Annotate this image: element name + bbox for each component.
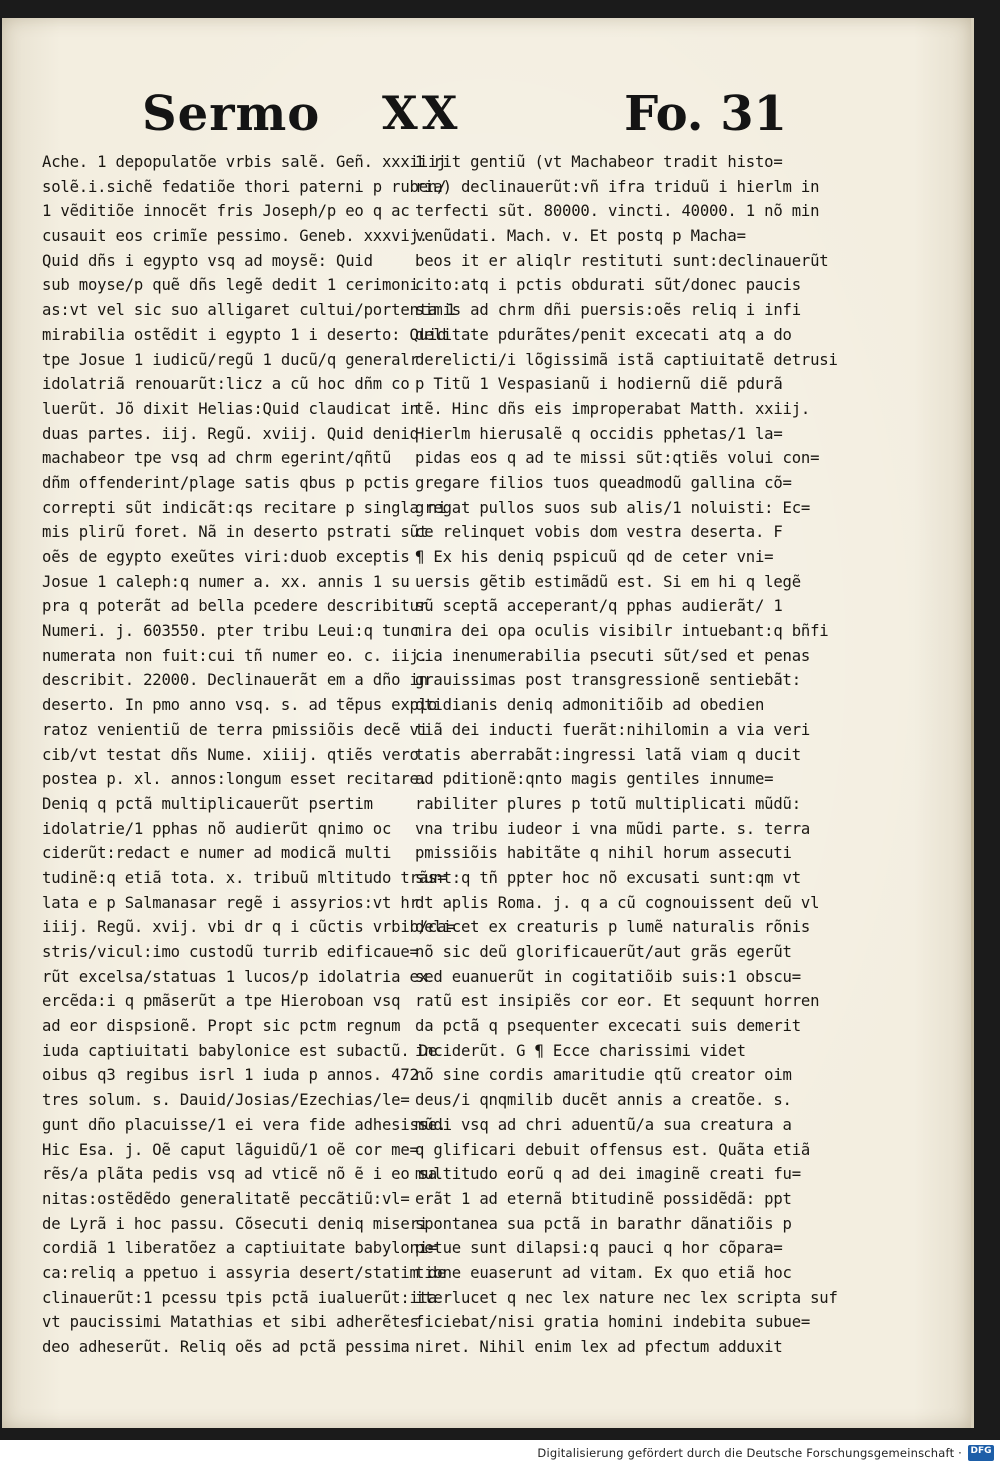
dfg-logo-text: DFG: [970, 1446, 992, 1456]
text-line: tatis aberrabãt:ingressi latã viam q ducit: [415, 745, 801, 764]
book-page: [2, 18, 972, 1428]
text-line: pra q poterãt ad bella pcedere describitur: [42, 597, 428, 616]
text-line: deserto. In pmo anno vsq. s. ad tẽpus explo: [42, 696, 438, 715]
text-line: inciderũt. G ¶ Ecce charissimi videt: [415, 1041, 746, 1060]
text-line: Quid dñs i egypto vsq ad moysẽ: Quid: [42, 251, 373, 270]
text-line: as:vt vel sic suo alligaret cultui/portenta 1: [42, 301, 456, 320]
text-line: sub moyse/p quẽ dñs legẽ dedit 1 cerimoni: [42, 276, 419, 295]
text-line: ce relinquet vobis dom vestra deserta. F: [415, 523, 783, 542]
text-line: Hierlm hierusalẽ q occidis pphetas/1 la=: [415, 424, 783, 443]
text-line: describit. 22000. Declinauerãt em a dño in: [42, 671, 428, 690]
text-column-right: [415, 150, 838, 1360]
text-line: stris/vicul:imo custodũ turrib edificaue=: [42, 943, 419, 961]
text-line: venũdati. Mach. v. Et postq p Macha=: [415, 227, 746, 246]
text-line: cib/vt testat dñs Nume. xiiij. qtiẽs vero: [42, 745, 419, 764]
text-line: mũdi vsq ad chri aduentũ/a sua creatura a: [415, 1115, 792, 1134]
text-line: mirabilia ostẽdit i egypto 1 i deserto: Quid: [42, 325, 447, 344]
dfg-logo-icon: [968, 1445, 994, 1461]
text-line: ratũ est insipiẽs cor eor. Et sequunt horren: [415, 992, 820, 1011]
text-line: cusauit eos crimĩe pessimo. Geneb. xxxvij.: [42, 227, 428, 246]
text-line: terfecti sũt. 80000. vincti. 40000. 1 nõ min: [415, 202, 820, 221]
running-head: [142, 86, 787, 156]
text-line: vna tribu iudeor i vna mũdi parte. s. terra: [415, 819, 811, 838]
text-line: 1 rit gentiũ (vt Machabeor tradit histo=: [415, 153, 783, 171]
text-line: sunt:q tñ ppter hoc nõ excusati sunt:qm vt: [415, 868, 801, 887]
text-line: 1 vẽditiõe innocẽt fris Joseph/p eo q ac: [42, 202, 410, 221]
text-line: tres solum. s. Dauid/Josias/Ezechias/le=: [42, 1091, 410, 1110]
text-line: solẽ.i.sichẽ fedatiõe thori paterni p ruben/: [42, 177, 447, 196]
text-line: deus/i qnqmilib ducẽt annis a creatõe. s.: [415, 1091, 792, 1110]
text-line: ciderũt:redact e numer ad modicã multi: [42, 844, 392, 863]
text-line: numerata non fuit:cui tñ numer eo. c. iij.: [42, 646, 428, 665]
text-line: correpti sũt indicãt:qs recitare p singla ni: [42, 498, 447, 517]
text-line: Deniq q pctã multiplicauerũt psertim: [42, 794, 373, 813]
text-line: gregat pullos suos sub alis/1 noluisti: Ec=: [415, 498, 811, 517]
text-line: p Titũ 1 Vespasianũ i hodiernũ diẽ pdurã: [415, 375, 783, 394]
text-line: cito:atq i pctis obdurati sũt/donec paucis: [415, 276, 801, 295]
text-line: machabeor tpe vsq ad chrm egerint/qñtũ: [42, 449, 392, 468]
text-line: iterlucet q nec lex nature nec lex scripta suf: [415, 1288, 838, 1307]
text-line: gregare filios tuos queadmodũ gallina cõ=: [415, 473, 792, 492]
text-line: rabiliter plures p totũ multiplicati mũdũ:: [415, 794, 801, 813]
text-line: erãt 1 ad eternã btitudinẽ possidẽdã: ppt: [415, 1189, 792, 1208]
text-line: vt paucissimi Matathias et sibi adherẽtes: [42, 1313, 419, 1332]
text-line: ca:reliq a ppetuo i assyria desert/statim de: [42, 1263, 447, 1282]
text-line: clinauerũt:1 pcessu tpis pctã iualuerũt:ita: [42, 1288, 438, 1307]
text-line: spontanea sua pctã in barathr dãnatiõis p: [415, 1214, 792, 1233]
text-line: multitudo eorũ q ad dei imaginẽ creati fu=: [415, 1165, 801, 1184]
text-line: idolatrie/1 pphas nõ audierũt qnimo oc: [42, 819, 392, 838]
text-line: sed euanuerũt in cogitatiõib suis:1 obscu=: [415, 967, 801, 986]
text-line: tiã dei inducti fuerãt:nihilomin a via veri: [415, 720, 811, 739]
text-line: derelicti/i lõgissimã istã captiuitatẽ detrusi: [415, 350, 838, 369]
text-line: duas partes. iij. Regũ. xviij. Quid deniq: [42, 424, 419, 443]
text-line: uersis gẽtib estimãdũ est. Si em hi q legẽ: [415, 572, 801, 591]
text-line: nõ sine cordis amaritudie qtũ creator oim: [415, 1066, 792, 1085]
text-line: cia inenumerabilia psecuti sũt/sed et penas: [415, 646, 811, 665]
text-line: pidas eos q ad te missi sũt:qtiẽs volui con=: [415, 449, 820, 468]
text-line: mira dei opa oculis visibilr intuebant:q bñfi: [415, 622, 829, 641]
text-line: ercẽda:i q pmãserũt a tpe Hieroboan vsq: [42, 992, 401, 1011]
text-line: tpe Josue 1 iudicũ/regũ 1 ducũ/q generalr: [42, 350, 419, 369]
text-line: delicet ex creaturis p lumẽ naturalis rõnis: [415, 918, 811, 937]
text-line: Numeri. j. 603550. pter tribu Leui:q tunc: [42, 622, 419, 641]
text-line: sũ sceptã acceperant/q pphas audierãt/ 1: [415, 597, 783, 616]
text-line: rũt excelsa/statuas 1 lucos/p idolatria ex: [42, 967, 428, 986]
text-line: dt aplis Roma. j. q a cũ cognouissent deũ vl: [415, 893, 820, 912]
text-line: grauissimas post transgressionẽ sentiebãt:: [415, 671, 801, 690]
text-line: ad pditionẽ:qnto magis gentiles innume=: [415, 770, 774, 789]
text-line: oẽs de egypto exeũtes viri:duob exceptis: [42, 548, 410, 566]
text-line: tione euaserunt ad vitam. Ex quo etiã hoc: [415, 1263, 792, 1282]
text-line: ficiebat/nisi gratia homini indebita subue=: [415, 1313, 811, 1332]
text-line: ¶ Ex his deniq pspicuũ qd de ceter vni=: [415, 548, 774, 566]
text-line: beos it er aliqlr restituti sunt:declinauerũt: [415, 251, 829, 270]
running-head-folio: Fo. 31: [624, 86, 787, 142]
text-line: da pctã q psequenter excecati suis demerit: [415, 1017, 801, 1036]
text-line: oibus q3 regibus isrl 1 iuda p annos. 472.: [42, 1066, 428, 1085]
text-line: cordiã 1 liberatõez a captiuitate babyloni=: [42, 1239, 438, 1258]
text-line: tudinẽ:q etiã tota. x. tribuũ mltitudo trãs=: [42, 868, 447, 887]
text-line: idolatriã renouarũt:licz a cũ hoc dñm co: [42, 375, 410, 394]
text-line: pmissiõis habitãte q nihil horum assecuti: [415, 844, 792, 863]
text-line: rẽs/a plãta pedis vsq ad vticẽ nõ ẽ i eo sa: [42, 1165, 438, 1184]
text-line: gunt dño placuisse/1 ei vera fide adhesisse.: [42, 1115, 447, 1134]
text-line: deo adheserũt. Reliq oẽs ad pctã pessima: [42, 1338, 410, 1356]
text-line: Ache. 1 depopulatõe vrbis salẽ. Geñ. xxxiiij: [42, 153, 447, 171]
text-line: niret. Nihil enim lex ad pfectum adduxit: [415, 1338, 783, 1356]
text-line: petue sunt dilapsi:q pauci q hor cõpara=: [415, 1239, 783, 1258]
text-line: qtidianis deniq admonitiõib ad obedien: [415, 696, 765, 715]
text-line: lata e p Salmanasar regẽ i assyrios:vt hr: [42, 893, 419, 912]
text-line: iuda captiuitati babylonice est subactũ. De: [42, 1041, 438, 1060]
text-line: mis plirũ foret. Nã in deserto pstrati sũt: [42, 523, 428, 542]
text-line: dñm offenderint/plage satis qbus p pctis: [42, 473, 410, 492]
running-head-title: Sermo: [142, 86, 321, 142]
text-line: ria) declinauerũt:vñ ifra triduũ i hierlm in: [415, 177, 820, 196]
text-line: q glificari debuit offensus est. Quãta etiã: [415, 1140, 811, 1159]
text-line: luerũt. Jõ dixit Helias:Quid claudicat in: [42, 399, 419, 418]
text-line: simis ad chrm dñi puersis:oẽs reliq i infi: [415, 301, 801, 320]
funding-notice: Digitalisierung gefördert durch die Deutsche Forschungsgemeinschaft ·: [537, 1446, 962, 1460]
text-line: tẽ. Hinc dñs eis improperabat Matth. xxiij.: [415, 399, 811, 418]
text-line: Hic Esa. j. Oẽ caput lãguidũ/1 oẽ cor me=: [42, 1140, 419, 1159]
page-edge: [971, 18, 974, 1428]
text-line: nitas:ostẽdẽdo generalitatẽ peccãtiũ:vl=: [42, 1189, 410, 1208]
text-column-left: [42, 150, 456, 1360]
text-line: nõ sic deũ glorificauerũt/aut grãs egerũt: [415, 943, 792, 961]
text-line: ad eor dispsionẽ. Propt sic pctm regnum: [42, 1017, 401, 1036]
text-line: delitate pdurãtes/penit excecati atq a do: [415, 325, 792, 344]
text-line: de Lyrã i hoc passu. Cõsecuti deniq miseri: [42, 1214, 428, 1233]
text-line: ratoz venientiũ de terra pmissiõis decẽ vi: [42, 720, 428, 739]
running-head-sermon-number: XX: [382, 86, 462, 140]
text-line: Josue 1 caleph:q numer a. xx. annis 1 su: [42, 572, 410, 591]
funding-footer: [0, 1440, 1000, 1468]
text-line: iiij. Regũ. xvij. vbi dr q i cũctis vrbib/ca=: [42, 918, 456, 937]
text-line: postea p. xl. annos:longum esset recitare.: [42, 770, 428, 789]
